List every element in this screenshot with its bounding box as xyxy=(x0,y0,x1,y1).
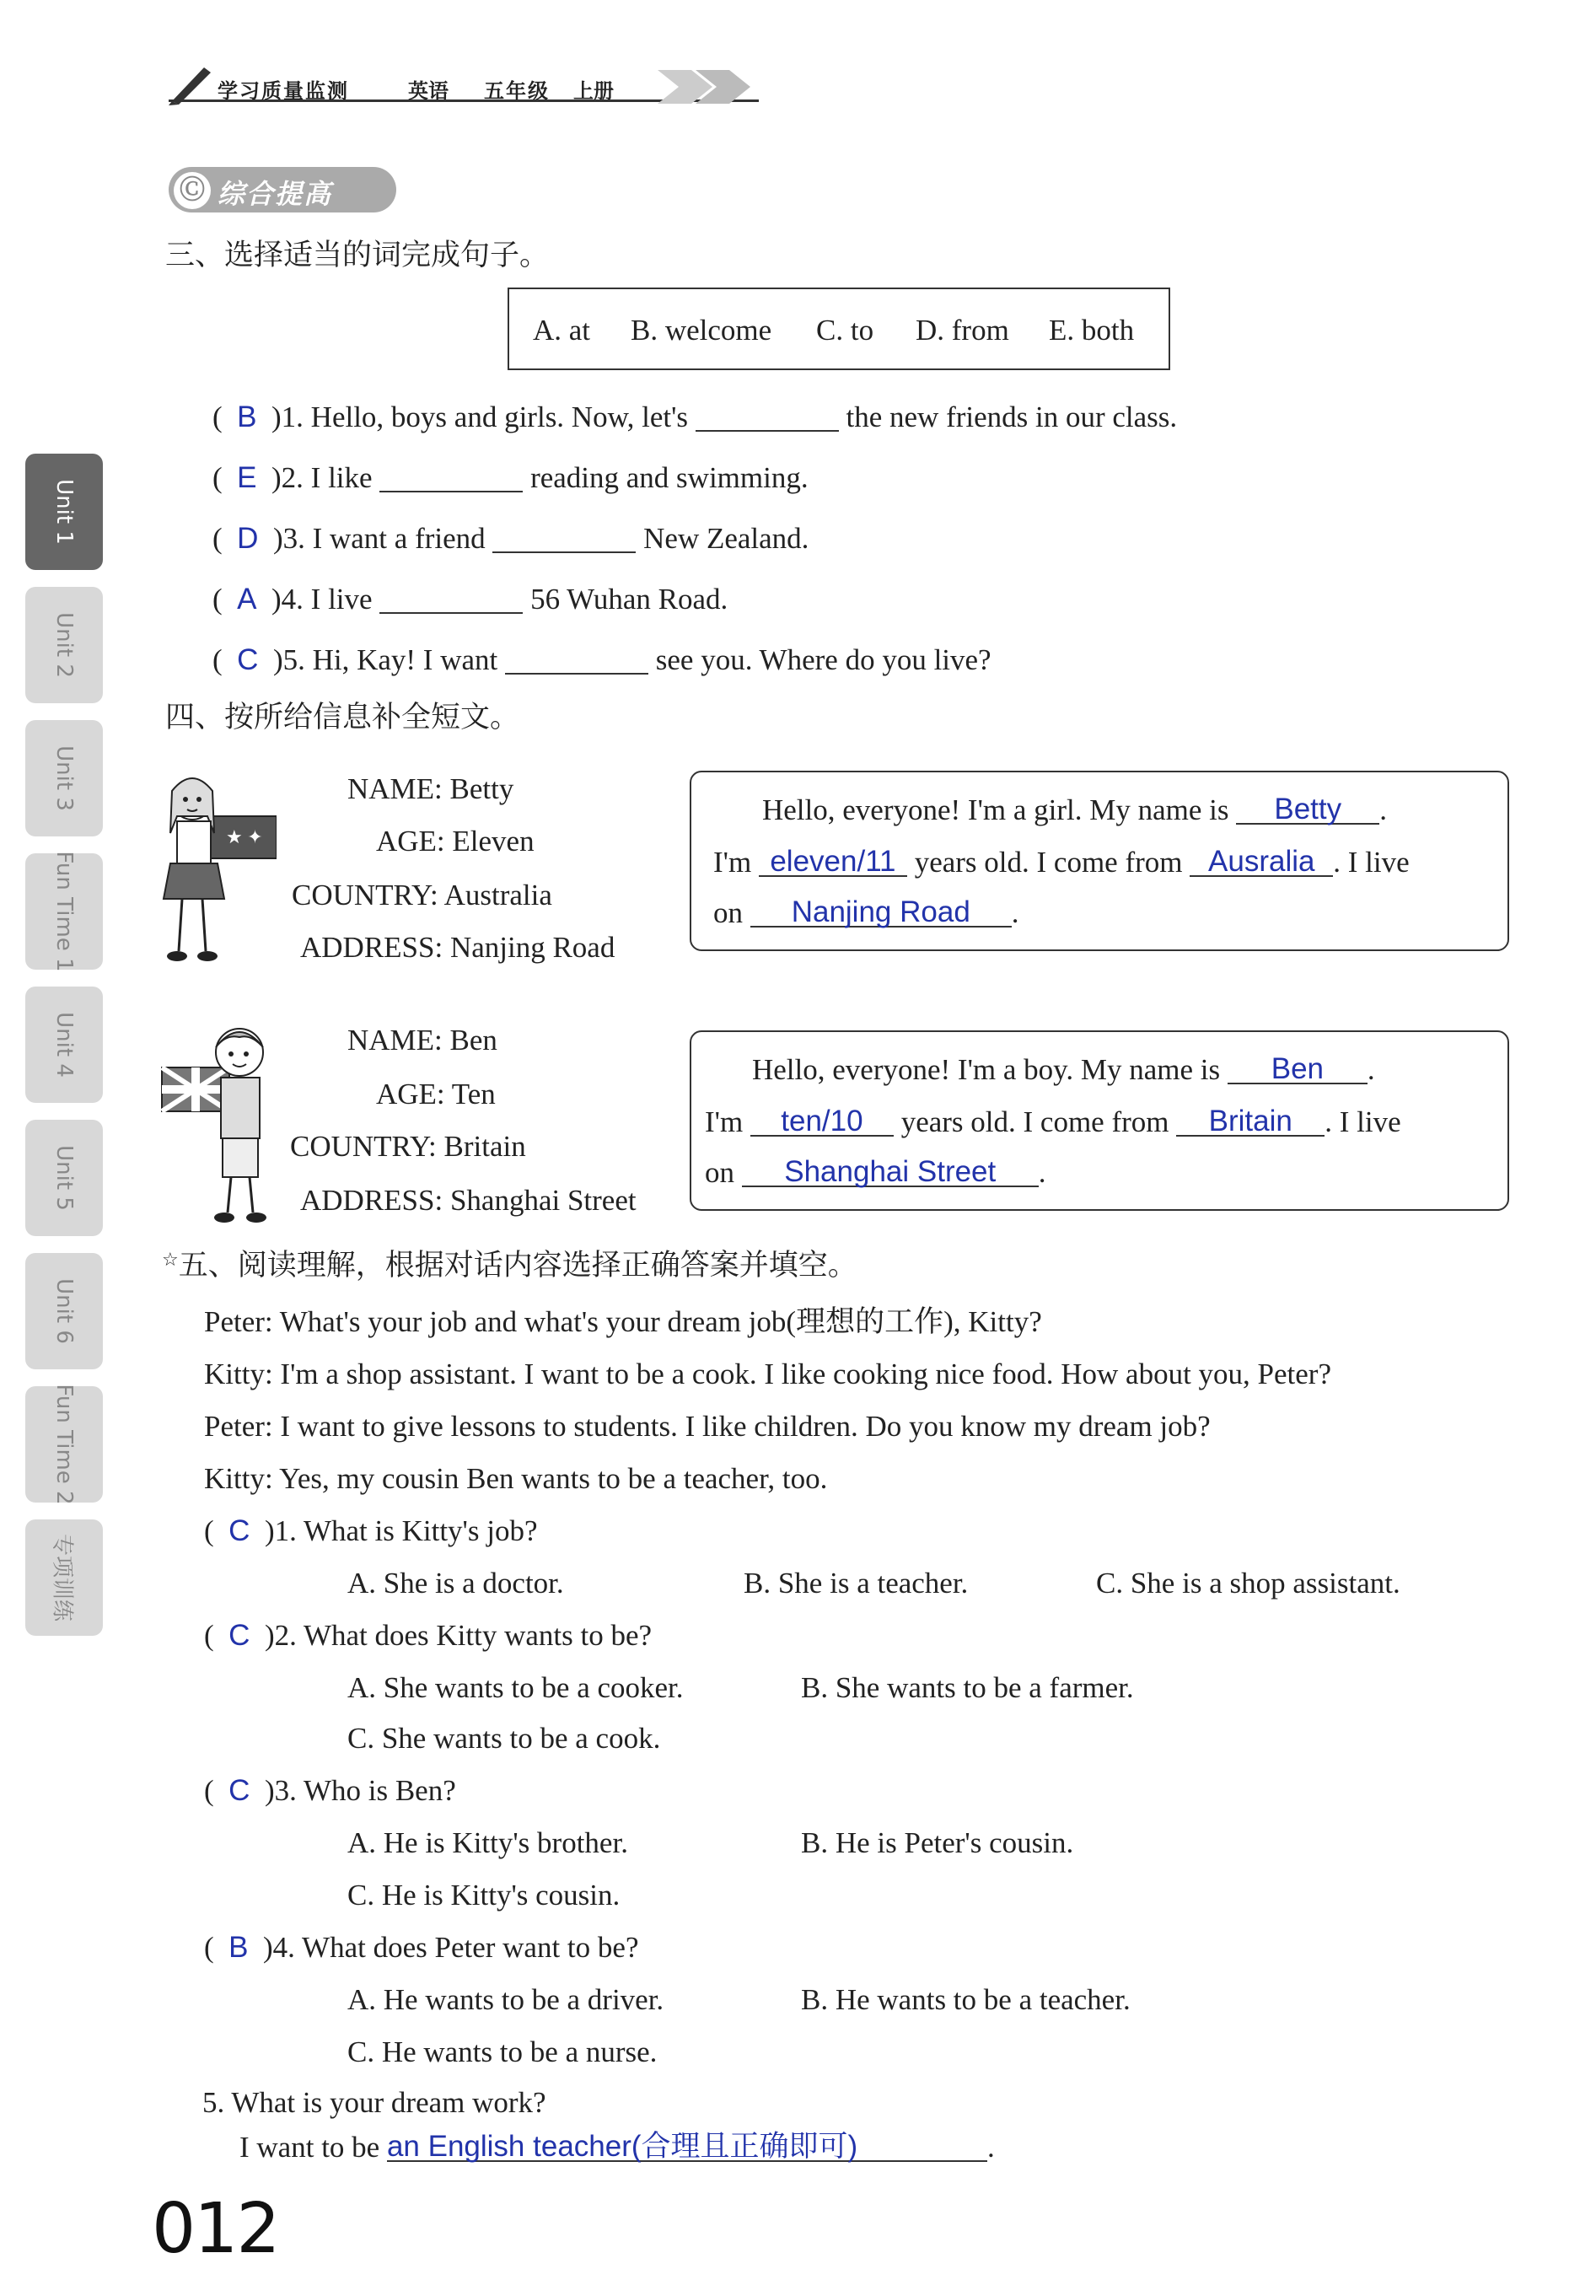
section-badge-icon: Ⓒ xyxy=(174,172,211,209)
profile-country: COUNTRY: Australia xyxy=(292,879,552,911)
choice-c: C. She is a shop assistant. xyxy=(1096,1567,1400,1600)
answer-age: eleven/11 xyxy=(770,845,896,878)
answer-choice: B xyxy=(228,1931,249,1964)
passage-line-2: I'm ten/10 years old. I come from Britain . I live xyxy=(705,1105,1401,1138)
answer-blank xyxy=(505,644,648,675)
choice-a: A. She is a doctor. xyxy=(347,1567,564,1600)
tab-unit-3[interactable]: Unit 3 xyxy=(25,720,103,836)
part3-question-2: ( E )2. I like reading and swimming. xyxy=(212,461,809,494)
tab-fun-time-2[interactable]: Fun Time 2 xyxy=(25,1386,103,1503)
passage-line-2: I'm eleven/11 years old. I come from Ausralia . I live xyxy=(713,845,1410,879)
tab-unit-2[interactable]: Unit 2 xyxy=(25,587,103,703)
svg-text:★ ✦: ★ ✦ xyxy=(226,826,263,847)
profile-age: AGE: Ten xyxy=(376,1078,496,1110)
answer-blank xyxy=(696,401,839,432)
answer-name: Betty xyxy=(1274,793,1342,825)
dialogue-line: Peter: What's your job and what's your dream job(理想的工作), Kitty? xyxy=(204,1305,1042,1338)
answer-country: Ausralia xyxy=(1208,845,1315,878)
passage-line-1: Hello, everyone! I'm a boy. My name is Ben . xyxy=(752,1052,1375,1086)
boy-with-flag-illustration xyxy=(159,1017,285,1228)
girl-with-flag-illustration xyxy=(159,766,277,968)
profile-name: NAME: Ben xyxy=(347,1024,497,1057)
option-c: C. to xyxy=(816,314,874,347)
answer-blank xyxy=(379,462,523,492)
tab-unit-6[interactable]: Unit 6 xyxy=(25,1253,103,1369)
dream-job-line: I want to be an English teacher(合理且正确即可) . xyxy=(239,2130,995,2164)
answer-choice: A xyxy=(237,583,257,616)
option-d: D. from xyxy=(916,314,1009,347)
answer-address: Nanjing Road xyxy=(791,895,970,928)
answer-name: Ben xyxy=(1271,1052,1325,1085)
answer-choice: D xyxy=(237,522,259,555)
part3-question-3: ( D )3. I want a friend New Zealand. xyxy=(212,522,809,555)
tab-unit-4[interactable]: Unit 4 xyxy=(25,987,103,1103)
profile-country: COUNTRY: Britain xyxy=(290,1130,526,1163)
passage-line-1: Hello, everyone! I'm a girl. My name is Betty . xyxy=(762,793,1388,826)
answer-choice: B xyxy=(237,401,257,433)
answer-country: Britain xyxy=(1208,1105,1292,1137)
choice-b: B. She wants to be a farmer. xyxy=(801,1671,1134,1704)
dialogue-line: Peter: I want to give lessons to students. I like children. Do you know my dream job? xyxy=(204,1410,1211,1443)
passage-line-3: on Nanjing Road . xyxy=(713,895,1019,929)
choice-b: B. He is Peter's cousin. xyxy=(801,1826,1074,1859)
tab-unit-5[interactable]: Unit 5 xyxy=(25,1120,103,1236)
tab-special-training[interactable]: 专项训练 xyxy=(25,1519,103,1636)
part5-title: ☆五、阅读理解，根据对话内容选择正确答案并填空。 xyxy=(162,1249,857,1282)
term-label: 上册 xyxy=(573,79,614,103)
part3-question-1: ( B )1. Hello, boys and girls. Now, let's the new friends in our class. xyxy=(212,401,1178,433)
passage-line-3: on Shanghai Street . xyxy=(705,1155,1046,1189)
subject-label: 英语 xyxy=(408,79,449,103)
dialogue-line: Kitty: Yes, my cousin Ben wants to be a teacher, too. xyxy=(204,1462,828,1495)
answer-choice: C xyxy=(228,1774,250,1807)
reading-question-2: ( C )2. What does Kitty wants to be? xyxy=(204,1619,653,1652)
part3-question-5: ( C )5. Hi, Kay! I want see you. Where do you live? xyxy=(212,643,991,676)
choice-a: A. He wants to be a driver. xyxy=(347,1983,664,2016)
grade-label: 五年级 xyxy=(484,79,550,103)
reading-question-1: ( C )1. What is Kitty's job? xyxy=(204,1514,538,1547)
choice-a: A. He is Kitty's brother. xyxy=(347,1826,628,1859)
answer-choice: E xyxy=(237,461,257,494)
choice-c: C. She wants to be a cook. xyxy=(347,1722,661,1755)
reading-question-4: ( B )4. What does Peter want to be? xyxy=(204,1931,639,1964)
profile-address: ADDRESS: Nanjing Road xyxy=(300,931,615,964)
choice-a: A. She wants to be a cooker. xyxy=(347,1671,684,1704)
choice-b: B. She is a teacher. xyxy=(744,1567,969,1600)
profile-address: ADDRESS: Shanghai Street xyxy=(300,1184,637,1217)
profile-age: AGE: Eleven xyxy=(376,825,535,858)
star-icon: ☆ xyxy=(162,1250,179,1271)
choice-c: C. He is Kitty's cousin. xyxy=(347,1879,621,1912)
dialogue-line: Kitty: I'm a shop assistant. I want to be a cook. I like cooking nice food. How about you, Peter? xyxy=(204,1358,1331,1390)
answer-choice: C xyxy=(228,1619,250,1652)
option-b: B. welcome xyxy=(631,314,772,347)
answer-address: Shanghai Street xyxy=(784,1155,997,1188)
answer-blank xyxy=(492,523,636,553)
part3-title: 三、选择适当的词完成句子。 xyxy=(165,239,550,272)
option-e: E. both xyxy=(1049,314,1135,347)
tab-fun-time-1[interactable]: Fun Time 1 xyxy=(25,853,103,970)
section-badge-label: 综合提高 xyxy=(218,178,333,210)
choice-c: C. He wants to be a nurse. xyxy=(347,2035,658,2068)
dream-job-answer: an English teacher(合理且正确即可) xyxy=(386,2130,858,2163)
part4-title: 四、按所给信息补全短文。 xyxy=(165,701,520,734)
double-arrow-icon xyxy=(658,66,767,108)
answer-choice: C xyxy=(237,643,259,676)
page-number: 012 xyxy=(152,2189,279,2269)
tab-unit-1[interactable]: Unit 1 xyxy=(25,454,103,570)
answer-choice: C xyxy=(228,1514,250,1547)
answer-blank xyxy=(379,583,523,614)
choice-b: B. He wants to be a teacher. xyxy=(801,1983,1131,2016)
book-title: 学习质量监测 xyxy=(218,79,349,103)
reading-question-3: ( C )3. Who is Ben? xyxy=(204,1774,456,1807)
part3-question-4: ( A )4. I live 56 Wuhan Road. xyxy=(212,583,728,616)
reading-question-5: 5. What is your dream work? xyxy=(202,2086,546,2119)
option-a: A. at xyxy=(533,314,591,347)
profile-name: NAME: Betty xyxy=(347,772,514,805)
answer-age: ten/10 xyxy=(781,1105,863,1137)
